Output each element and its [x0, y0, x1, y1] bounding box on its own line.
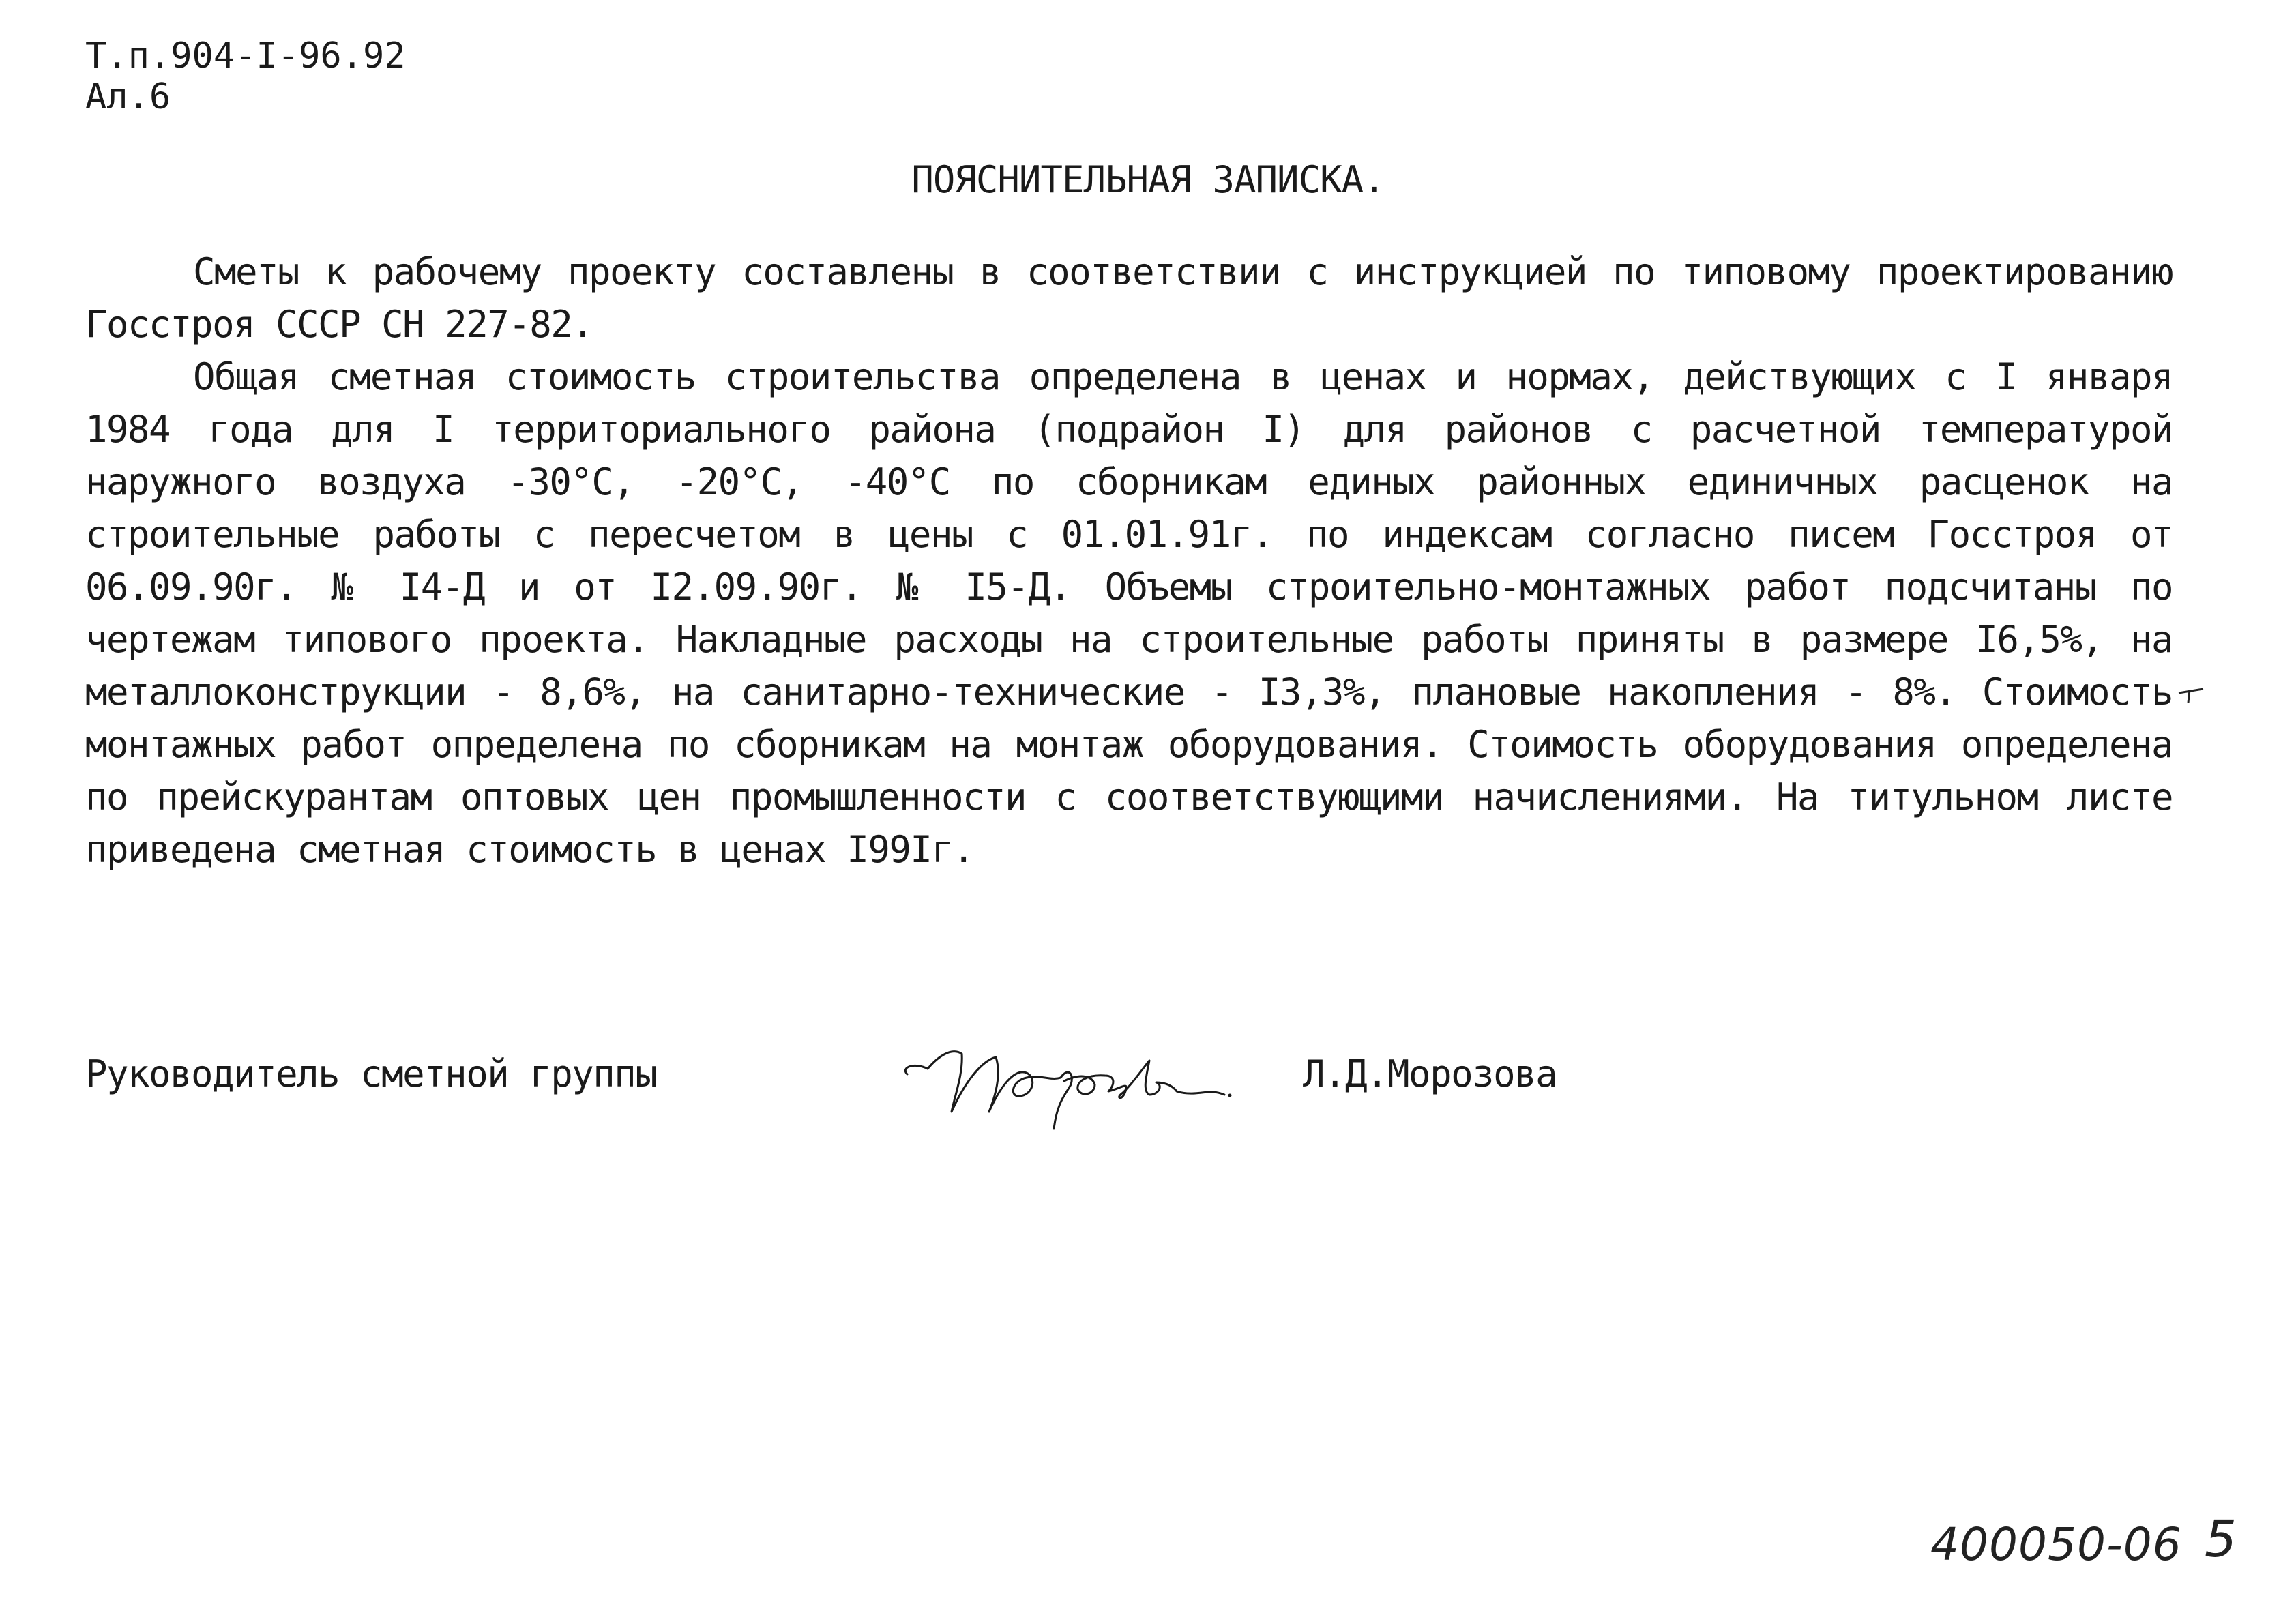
album-number: Ал.6	[85, 76, 171, 117]
signatory-name: Л.Д.Морозова	[1303, 1052, 1557, 1095]
document-header	[85, 35, 406, 117]
paragraph-2: Общая сметная стоимость строительства определена в ценах и нормах, действующих с I января 1984 года для I территориального района (подрайон I) для районов с расчетной температурой наружного воздуха -30°С, -20°С, -40°С по сборникам единых районных единичных расценок на строительные работы с пересчетом в цены с 01.01.91г. по индексам согласно писем Госстроя от 06.09.90г. № I4-Д и от I2.09.90г. № I5-Д. Объемы строительно-монтажных работ подсчитаны по чертежам типового проекта. Накладные расходы на строительные работы приняты в размере I6,5%, на металлоконструкции - 8,6%, на санитарно-технические - I3,3%, плановые накопления - 8%. Стоимость монтажных работ определена по сборникам на монтаж оборудования. Стоимость оборудования определена по прейскурантам оптовых цен промышленности с соответствующими начислениями. На титульном листе приведена сметная стоимость в ценах I99Iг.	[85, 355, 2173, 871]
sheet-stamp	[1930, 1510, 2237, 1572]
handwritten-signature	[887, 1026, 1296, 1136]
doc-number: Т.п.904-I-96.92	[85, 35, 406, 76]
signatory-role: Руководитель сметной группы	[85, 1052, 657, 1095]
page-title: ПОЯСНИТЕЛЬНАЯ ЗАПИСКА.	[911, 158, 1385, 201]
margin-mark	[2176, 682, 2210, 709]
signature-block	[85, 1026, 2200, 1136]
page-number: 5	[2205, 1510, 2237, 1569]
explanatory-text	[85, 246, 2173, 876]
sheet-code: 400050-06	[1930, 1518, 2182, 1571]
paragraph-1: Сметы к рабочему проекту составлены в соответствии с инструкцией по типовому проектированию Госстроя СССР СН 227-82.	[85, 250, 2173, 346]
